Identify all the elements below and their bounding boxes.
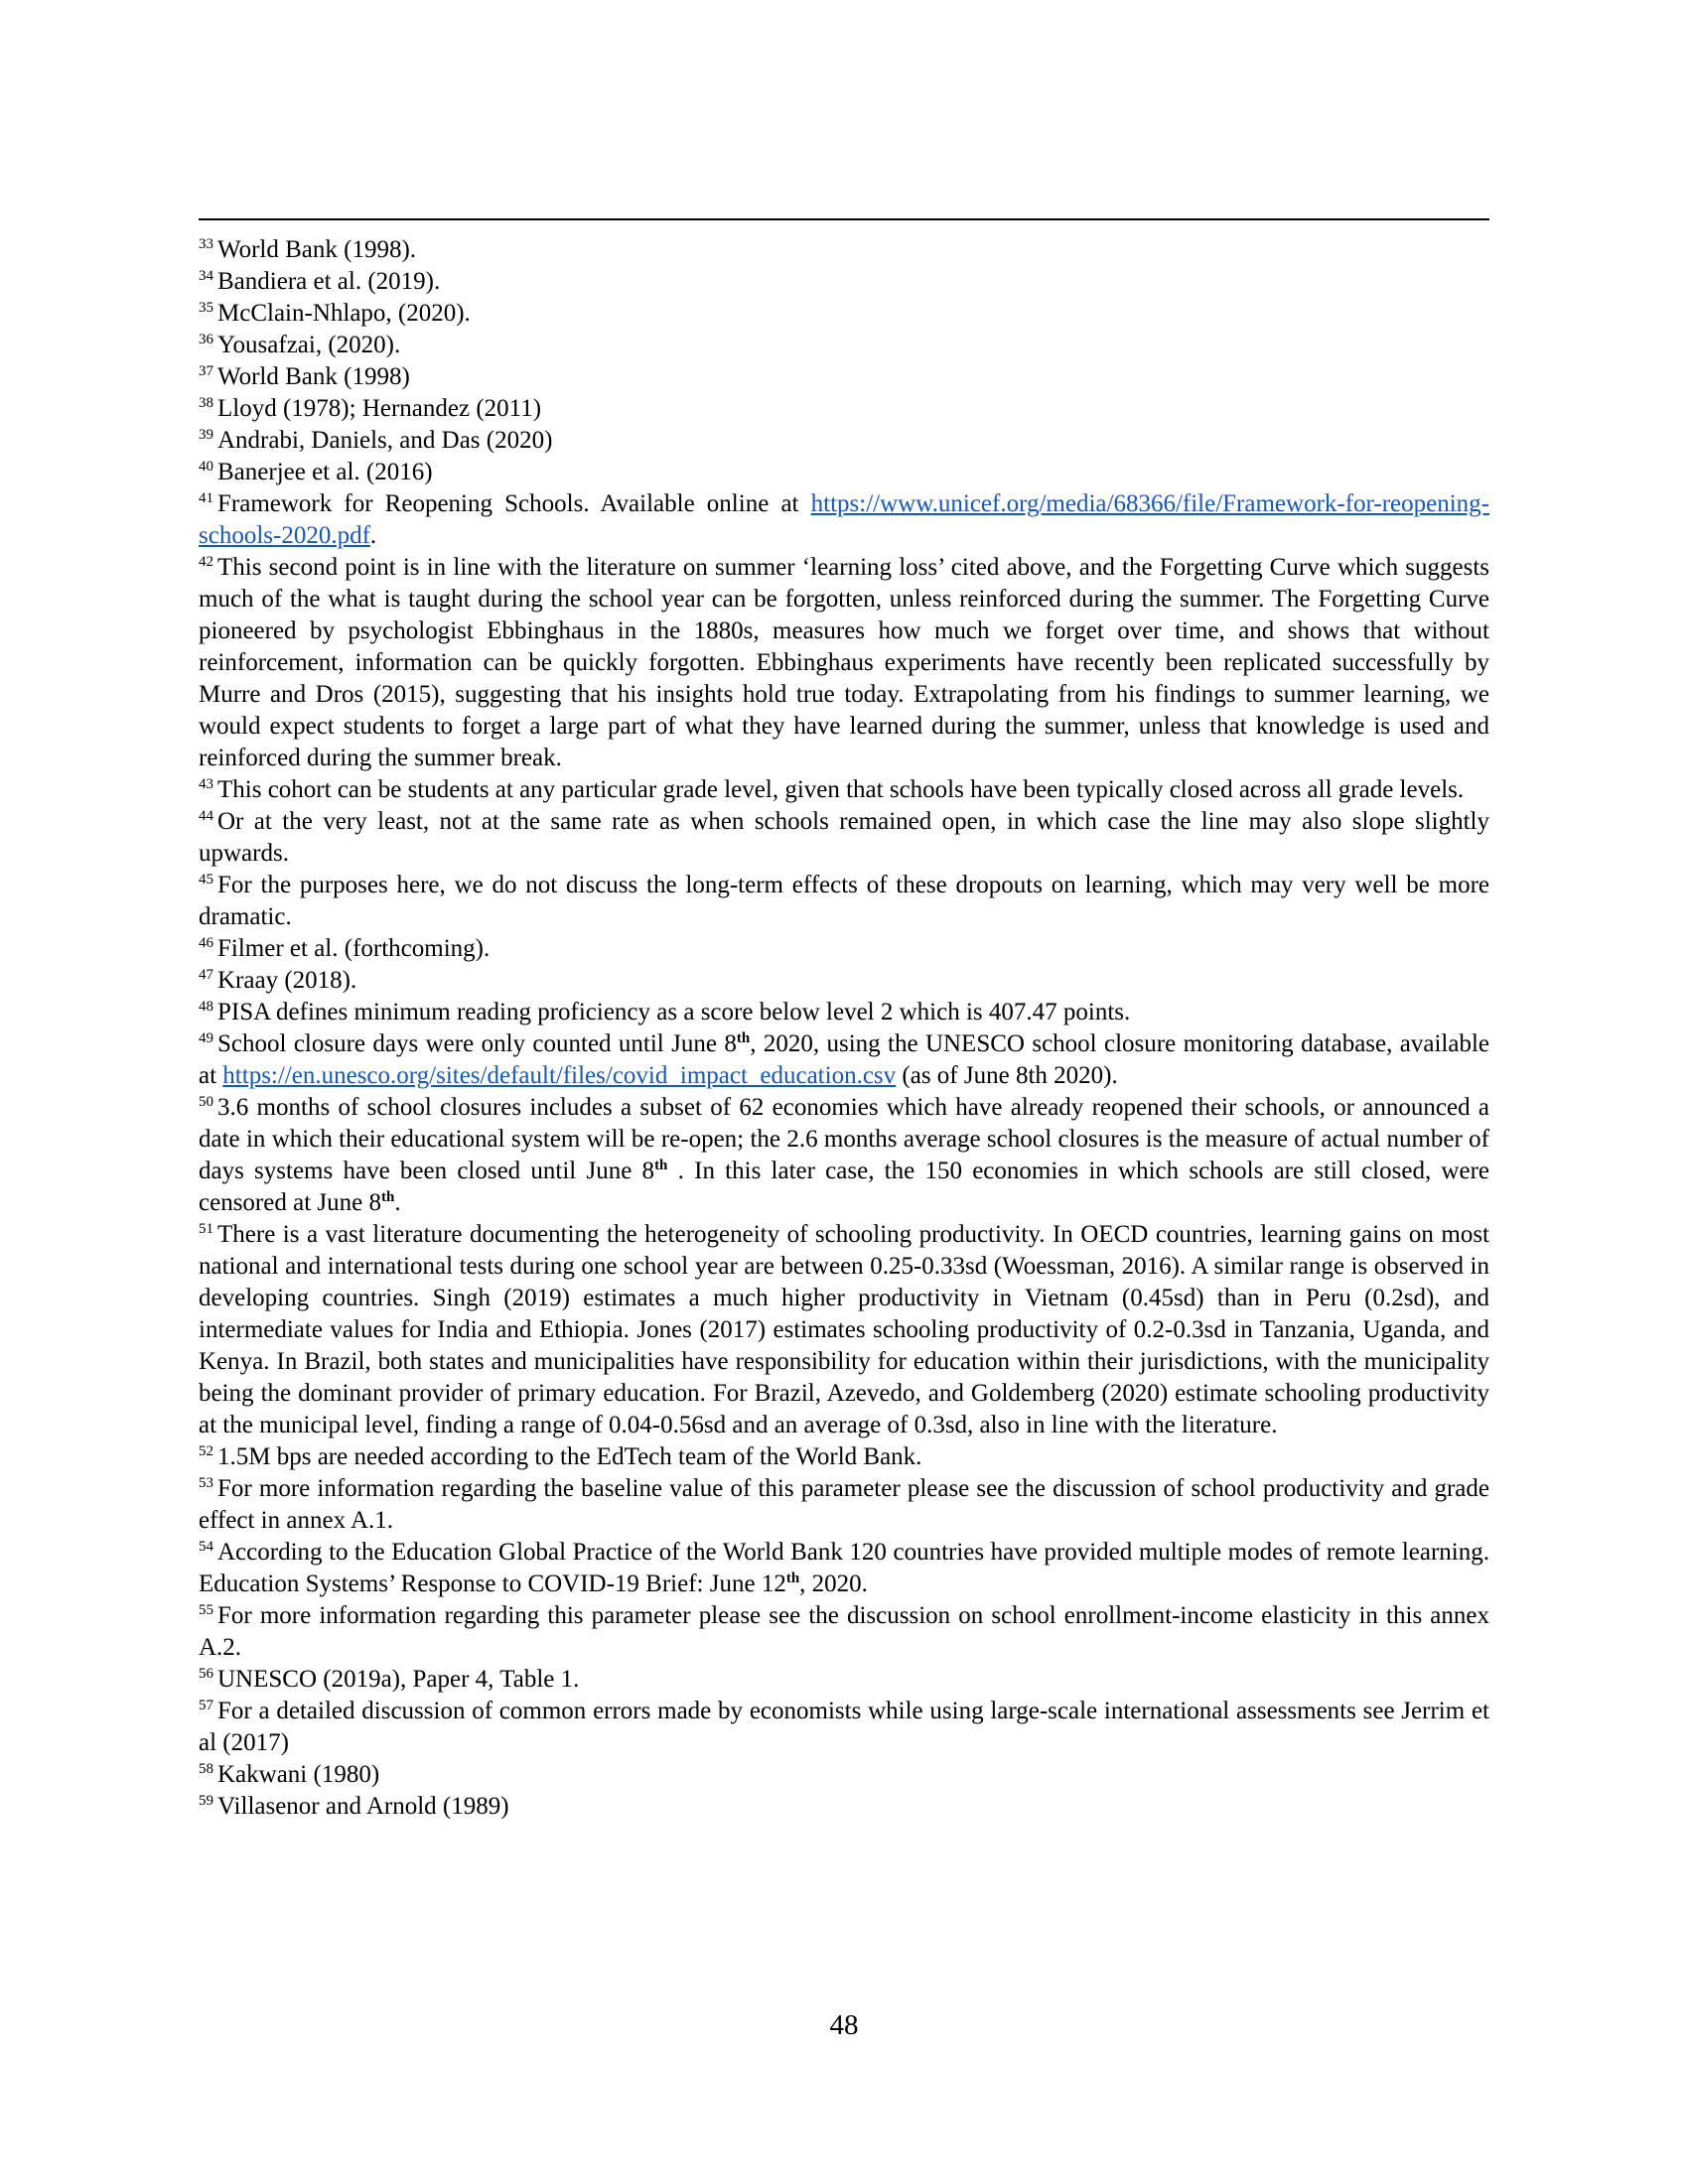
- footnote-41: [199, 488, 1489, 552]
- footnote-text: 1.5M bps are needed according to the EdTech team of the World Bank.: [217, 1443, 922, 1470]
- footnote-number: 45: [199, 872, 213, 887]
- footnote-text: For more information regarding the baseline value of this parameter please see the discussion of school productivity and grade effect in annex A.1.: [199, 1475, 1489, 1534]
- ordinal-suffix: th: [380, 1189, 395, 1205]
- footnote-text: UNESCO (2019a), Paper 4, Table 1.: [217, 1666, 580, 1693]
- footnote-52: [199, 1441, 1489, 1473]
- footnote-number: 48: [199, 999, 213, 1015]
- footnote-text: This second point is in line with the literature on summer ‘learning loss’ cited above, and the Forgetting Curve which suggests much of the what is taught during the school year can be forgotten, unless reinforced during the summer. The Forgetting Curve pioneered by psychologist Ebbinghaus in the 1880s, measures how much we forget over time, and shows that without reinforcement, information can be quickly forgotten. Ebbinghaus experiments have recently been replicated successfully by Murre and Dros (2015), suggesting that his insights hold true today. Extrapolating from his findings to summer learning, we would expect students to forget a large part of what they have learned during the summer, unless that knowledge is used and reinforced during the summer break.: [199, 554, 1489, 771]
- footnote-37: [199, 361, 1489, 393]
- footnote-text: For a detailed discussion of common errors made by economists while using large-scale international assessments see Jerrim et al (2017): [199, 1698, 1489, 1756]
- footnote-34: [199, 266, 1489, 298]
- footnote-40: [199, 457, 1489, 488]
- footnote-55: [199, 1600, 1489, 1664]
- footnote-59: [199, 1791, 1489, 1823]
- footnote-number: 47: [199, 967, 213, 983]
- footnote-number: 54: [199, 1539, 213, 1555]
- footnotes-section: [199, 234, 1489, 1823]
- footnote-56: [199, 1664, 1489, 1696]
- footnote-number: 55: [199, 1602, 213, 1618]
- footnote-text-end: .: [394, 1189, 401, 1216]
- footnote-number: 52: [199, 1443, 213, 1459]
- footnote-text: Kakwani (1980): [217, 1761, 380, 1788]
- footnote-text: McClain-Nhlapo, (2020).: [217, 300, 471, 327]
- ordinal-suffix: th: [654, 1158, 668, 1173]
- footnote-number: 36: [199, 332, 213, 347]
- footnote-text: Framework for Reopening Schools. Available online at: [217, 490, 811, 517]
- footnote-47: [199, 965, 1489, 997]
- footnote-51: [199, 1219, 1489, 1441]
- footnote-number: 38: [199, 395, 213, 411]
- footnote-number: 33: [199, 236, 213, 252]
- footnote-33: [199, 234, 1489, 266]
- footnote-text: World Bank (1998).: [217, 236, 417, 263]
- footnote-text: This cohort can be students at any particular grade level, given that schools have been typically closed across all grade levels.: [217, 776, 1465, 803]
- footnote-number: 34: [199, 268, 213, 284]
- footnote-46: [199, 933, 1489, 965]
- footnote-text: Andrabi, Daniels, and Das (2020): [217, 427, 553, 454]
- footnote-text-end: (as of June 8th 2020).: [896, 1062, 1118, 1089]
- footnote-text-continued: , 2020, using the UNESCO school closure monitoring database, available at: [199, 1030, 1489, 1089]
- ordinal-suffix: th: [736, 1030, 751, 1046]
- footnote-number: 41: [199, 490, 213, 506]
- footnote-38: [199, 393, 1489, 425]
- footnote-number: 49: [199, 1030, 213, 1046]
- footnote-text-end: , 2020.: [799, 1570, 868, 1597]
- footnote-number: 44: [199, 808, 213, 824]
- footnote-number: 57: [199, 1698, 213, 1713]
- footnote-50: [199, 1092, 1489, 1219]
- footnote-53: [199, 1473, 1489, 1537]
- footnote-35: [199, 298, 1489, 330]
- footnote-number: 59: [199, 1793, 213, 1809]
- footnote-text: Filmer et al. (forthcoming).: [217, 935, 491, 962]
- footnote-text: World Bank (1998): [217, 363, 410, 390]
- footnote-number: 43: [199, 776, 213, 792]
- footnote-number: 58: [199, 1761, 213, 1777]
- footnote-number: 40: [199, 459, 213, 475]
- footnote-42: [199, 552, 1489, 774]
- unesco-database-link[interactable]: https://en.unesco.org/sites/default/files/covid_impact_education.csv: [222, 1062, 897, 1089]
- footnote-number: 42: [199, 554, 213, 570]
- footnote-number: 50: [199, 1094, 213, 1110]
- footnote-text: For more information regarding this parameter please see the discussion on school enrollment-income elasticity in this annex A.2.: [199, 1602, 1489, 1661]
- footnote-number: 46: [199, 935, 213, 951]
- footnote-text: Yousafzai, (2020).: [217, 332, 401, 358]
- footnote-39: [199, 425, 1489, 457]
- footnote-58: [199, 1759, 1489, 1791]
- footnote-text: 3.6 months of school closures includes a subset of 62 economies which have already reopened their schools, or announced a date in which their educational system will be re-open; the 2.6 months average school closures is the measure of actual number of days systems have been closed until June 8: [199, 1094, 1489, 1184]
- footnote-57: [199, 1696, 1489, 1759]
- footnote-separator-rule: [199, 218, 1489, 220]
- footnote-text: There is a vast literature documenting the heterogeneity of schooling productivity. In OECD countries, learning gains on most national and international tests during one school year are between 0.25-0.33sd (Woessman, 2016). A similar range is observed in developing countries. Singh (2019) estimates a much higher productivity in Vietnam (0.45sd) than in Peru (0.2sd), and intermediate values for India and Ethiopia. Jones (2017) estimates schooling productivity of 0.2-0.3sd in Tanzania, Uganda, and Kenya. In Brazil, both states and municipalities have responsibility for education within their jurisdictions, with the municipality being the dominant provider of primary education. For Brazil, Azevedo, and Goldemberg (2020) estimate schooling productivity at the municipal level, finding a range of 0.04-0.56sd and an average of 0.3sd, also in line with the literature.: [199, 1221, 1489, 1438]
- footnote-text-end: .: [369, 522, 377, 549]
- footnote-text: School closure days were only counted until June 8: [217, 1030, 737, 1057]
- footnote-text: According to the Education Global Practice of the World Bank 120 countries have provided multiple modes of remote learning. Education Systems’ Response to COVID-19 Brief: June 12: [199, 1539, 1489, 1597]
- footnote-43: [199, 774, 1489, 806]
- footnote-number: 37: [199, 363, 213, 379]
- footnote-text: Villasenor and Arnold (1989): [217, 1793, 509, 1820]
- footnote-text: Or at the very least, not at the same rate as when schools remained open, in which case the line may also slope slightly upwards.: [199, 808, 1489, 867]
- footnote-text: Lloyd (1978); Hernandez (2011): [217, 395, 542, 422]
- footnote-48: [199, 997, 1489, 1028]
- footnote-text: Banerjee et al. (2016): [217, 459, 433, 485]
- footnote-54: [199, 1537, 1489, 1600]
- footnote-text-continued: . In this later case, the 150 economies in which schools are still closed, were censored at June 8: [199, 1158, 1489, 1216]
- unicef-framework-link[interactable]: https://www.unicef.org/media/68366/file/Framework-for-reopening-schools-2020.pdf: [199, 490, 1489, 549]
- page-number: 48: [829, 2009, 859, 2041]
- footnote-text: Bandiera et al. (2019).: [217, 268, 441, 295]
- footnote-number: 53: [199, 1475, 213, 1491]
- footnote-45: [199, 870, 1489, 933]
- ordinal-suffix: th: [785, 1570, 800, 1586]
- footnote-number: 56: [199, 1666, 213, 1682]
- footnote-number: 39: [199, 427, 213, 443]
- footnote-36: [199, 330, 1489, 361]
- footnote-text: Kraay (2018).: [217, 967, 357, 994]
- footnote-number: 35: [199, 300, 213, 316]
- footnote-49: [199, 1028, 1489, 1092]
- footnote-text: For the purposes here, we do not discuss the long-term effects of these dropouts on learning, which may very well be more dramatic.: [199, 872, 1489, 930]
- footnote-number: 51: [199, 1221, 213, 1237]
- footnote-44: [199, 806, 1489, 870]
- footnote-text: PISA defines minimum reading proficiency as a score below level 2 which is 407.47 points.: [217, 999, 1131, 1025]
